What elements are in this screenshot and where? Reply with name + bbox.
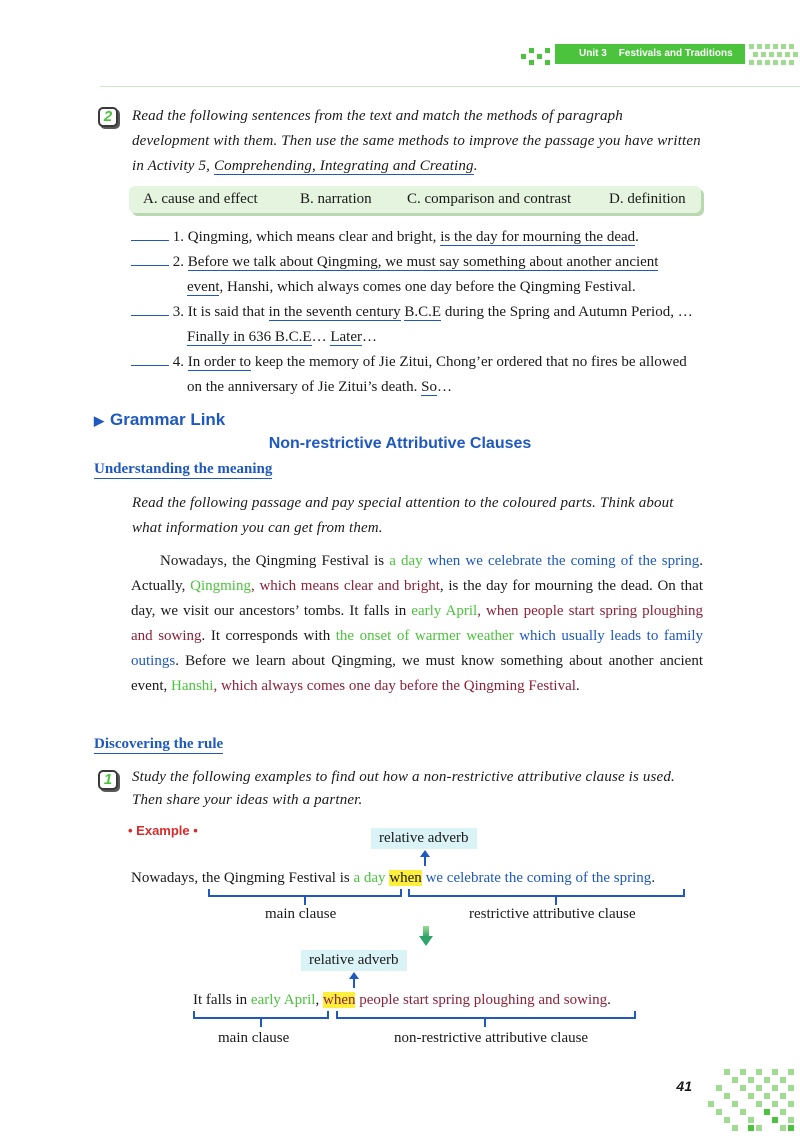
grammar-title: Non-restrictive Attributive Clauses (268, 435, 532, 452)
bracket-tick (484, 1019, 486, 1027)
match-item-2-line2: event, Hanshi, which always comes one day before the Qingming Festival. (187, 279, 636, 295)
bracket-tick (260, 1019, 262, 1027)
match-item-2: 2. Before we talk about Qingming, we must say something about another ancient (131, 250, 658, 275)
ex2-clause-caption: non-restrictive attributive clause (394, 1030, 589, 1046)
coloured-passage: Nowadays, the Qingming Festival is a day when we celebrate the coming of the spring. Actually, Qingming, which means clear and bright, is the day for mourning the dead. On that day, we visit our ancestors’ tombs. It falls in early April, when people start spring ploughing and sowing. It corresponds with the onset of warmer weather which usually leads to family outings. Before we learn about Qingming, we must know something about another ancient event, Hanshi, which always comes one day before the Qingming Festival. (131, 553, 704, 694)
answer-blank[interactable] (131, 351, 169, 366)
ex1-sentence: Nowadays, the Qingming Festival is a day when we celebrate the coming of the spring. (131, 870, 656, 886)
triangle-bullet-icon: ▶ (94, 413, 104, 428)
activity-2-instruction: Read the following sentences from the text and match the methods of paragraph development with them. Then use the same methods to improve the passage you have written in Activity 5, Comprehending, Integrating and Creating. (132, 108, 701, 174)
method-c: C. comparison and contrast (407, 191, 572, 207)
method-a: A. cause and effect (143, 191, 258, 207)
unit-title: Festivals and Traditions (618, 48, 733, 59)
answer-blank[interactable] (131, 226, 169, 241)
section-discovering: Discovering the rule (94, 736, 224, 752)
ex1-main-bracket (208, 889, 402, 897)
header-divider (100, 86, 800, 87)
ex2-main-caption: main clause (218, 1030, 290, 1046)
activity-1-number: 1 (98, 770, 118, 790)
highlight-when: when (389, 870, 422, 886)
ex2-clause-bracket (336, 1011, 636, 1019)
unit-header-tab (555, 44, 745, 64)
answer-blank[interactable] (131, 251, 169, 266)
activity-link: Comprehending, Integrating and Creating (213, 158, 474, 174)
ex2-main-bracket (193, 1011, 329, 1019)
match-item-4-line2: on the anniversary of Jie Zitui’s death. So… (187, 379, 452, 395)
page-number: 41 (676, 1078, 692, 1094)
methods-box (129, 186, 701, 213)
highlight-when: when (322, 992, 356, 1008)
method-b: B. narration (300, 191, 372, 207)
match-item-4: 4. In order to keep the memory of Jie Zitui, Chong’er ordered that no fires be allowed (131, 350, 687, 375)
down-arrow-icon (419, 926, 433, 946)
activity-1-instruction: Study the following examples to find out how a non-restrictive attributive clause is used. Then share your ideas with a partner. (132, 769, 675, 808)
section-understanding: Understanding the meaning (94, 461, 273, 477)
method-d: D. definition (609, 191, 686, 207)
answer-blank[interactable] (131, 301, 169, 316)
activity-2-number: 2 (98, 107, 118, 127)
footer-pixel-pattern (700, 1065, 800, 1138)
unit-label: Unit 3 (579, 48, 607, 59)
match-item-3: 3. It is said that in the seventh century B.C.E during the Spring and Autumn Period, … (131, 300, 693, 325)
grammar-link-heading: ▶ Grammar Link (94, 410, 226, 429)
example-label: • Example • (128, 823, 198, 838)
match-item-1: 1. Qingming, which means clear and bright, is the day for mourning the dead. (131, 225, 639, 250)
ex1-main-caption: main clause (265, 906, 337, 922)
ex1-relative-adverb-label: relative adverb (371, 828, 477, 849)
understanding-instruction: Read the following passage and pay special attention to the coloured parts. Think about what information you can get from them. (132, 495, 674, 536)
ex1-clause-caption: restrictive attributive clause (469, 906, 636, 922)
ex2-sentence: It falls in early April, when people start spring ploughing and sowing. (193, 992, 611, 1008)
up-arrow-icon (353, 978, 355, 988)
ex2-relative-adverb-label: relative adverb (301, 950, 407, 971)
ex1-clause-bracket (408, 889, 685, 897)
up-arrow-icon (424, 856, 426, 866)
match-item-3-line2: Finally in 636 B.C.E… Later… (187, 329, 377, 345)
